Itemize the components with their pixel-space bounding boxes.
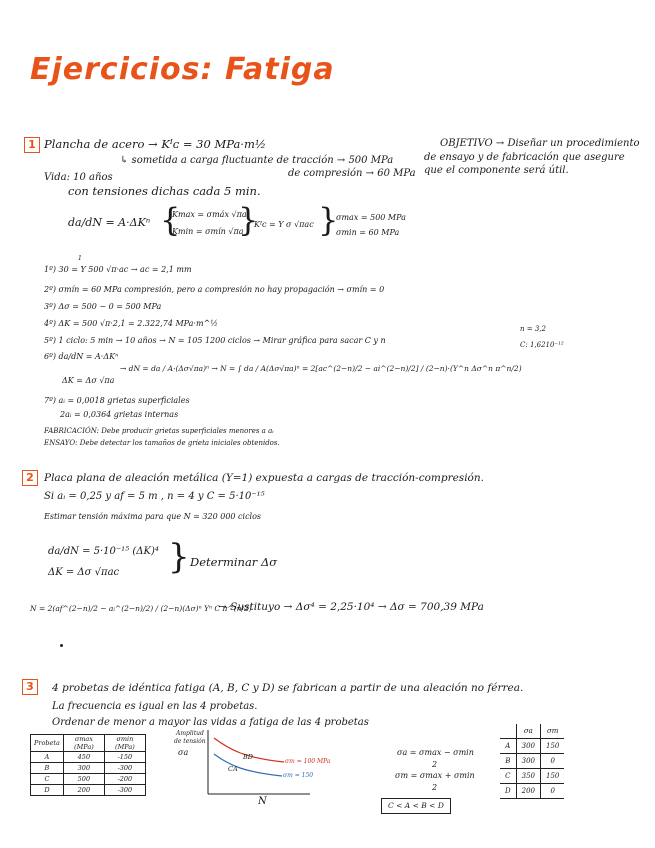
- table-cell: A: [505, 742, 511, 750]
- table-header-cell: σmin (MPa): [104, 735, 145, 752]
- brace-left: {: [160, 201, 181, 239]
- formula-sm-den: 2: [432, 783, 438, 792]
- table-row: [500, 769, 564, 784]
- amplitud-table: [500, 724, 564, 799]
- brace-right-2: }: [318, 201, 339, 239]
- ex2-dot: [60, 644, 63, 647]
- ex1-step-5: 5º) 1 ciclo: 5 min → 10 años → N = 105 1200 ciclos → Mirar gráfica para sacar C y n: [44, 336, 386, 345]
- table-cell: C: [505, 772, 511, 780]
- table-cell: 300: [516, 739, 540, 754]
- ex1-eq-kmin: Kmin = σmín √πa: [172, 227, 244, 236]
- table-cell: A: [31, 752, 64, 763]
- table-row: [31, 752, 146, 763]
- ex1-tensiones: con tensiones dichas cada 5 min.: [68, 184, 261, 198]
- ex2-eq-2: ΔK = Δσ √πac: [48, 567, 120, 578]
- ex2-determinar: Determinar Δσ: [190, 555, 278, 569]
- ex1-vida: Vida: 10 años: [44, 172, 113, 183]
- table-header-cell: σm: [541, 724, 565, 739]
- table-header-cell: σmax (MPa): [63, 735, 104, 752]
- table-cell: -300: [104, 763, 145, 774]
- formula-sa-den: 2: [432, 760, 438, 769]
- ex1-step-3: 3º) Δσ = 500 − 0 = 500 MPa: [44, 302, 162, 311]
- ex1-step-6a: 6º) da/dN = A·ΔKⁿ: [44, 352, 119, 361]
- table-header-cell: σa: [516, 724, 540, 739]
- exercise-3-number: 3: [22, 679, 38, 695]
- ex1-step1-y: 1: [78, 255, 82, 262]
- ex1-step-7a: 7º) aᵢ = 0,0018 grietas superficiales: [44, 396, 190, 405]
- table-cell: 450: [63, 752, 104, 763]
- graph-ylabel-2: de tensión: [174, 738, 206, 745]
- ex2-sustituyo: → Sustituyo → Δσ⁴ = 2,25·10⁴ → Δσ = 700,39 MPa: [218, 601, 484, 613]
- ex2-eq-n: N = 2(af^(2−n)/2 − aᵢ^(2−n)/2) / (2−n)(Δσ)ⁿ Yⁿ C π^(n/2): [30, 604, 252, 613]
- ex1-fabricacion: FABRICACIÓN: Debe producir grietas superficiales menores a aᵢ: [44, 427, 274, 435]
- table-row: [500, 784, 564, 799]
- table-cell: C: [31, 774, 64, 785]
- table-header-cell: [500, 724, 516, 739]
- ex1-step-5-c: C: 1,6210⁻¹²: [520, 341, 564, 349]
- ex3-line-3: Ordenar de menor a mayor las vidas a fatiga de las 4 probetas: [52, 717, 369, 728]
- table-header-cell: Probeta: [31, 735, 64, 752]
- ex1-objective-3: que el componente será útil.: [424, 165, 569, 176]
- brace-right-1: }: [238, 201, 259, 239]
- exercise-1-number: 1: [24, 137, 40, 153]
- table-row: [31, 785, 146, 796]
- ex1-step-2: 2º) σmín = 60 MPa compresión, pero a compresión no hay propagación → σmín = 0: [44, 285, 385, 294]
- graph-ylabel-1: Amplitud: [176, 730, 204, 737]
- ex1-objective-1: OBJETIVO → Diseñar un procedimiento: [440, 138, 640, 149]
- table-row: [31, 763, 146, 774]
- table-cell: -200: [104, 774, 145, 785]
- table-cell: D: [31, 785, 64, 796]
- ex3-line-1: 4 probetas de idéntica fatiga (A, B, C y D) se fabrican a partir de una aleación no férrea.: [52, 682, 524, 694]
- table-row: [500, 739, 564, 754]
- graph-xlabel: N: [258, 796, 267, 807]
- table-cell: 200: [63, 785, 104, 796]
- ex2-line-3: Estimar tensión máxima para que N = 320 000 ciclos: [44, 512, 262, 521]
- probetas-table: [30, 734, 146, 796]
- curve-ca-label: CA: [228, 765, 238, 773]
- curve-blue-label: σm = 150: [283, 772, 314, 779]
- ex1-line-3: de compresión → 60 MPa: [288, 168, 416, 179]
- table-cell: 300: [516, 754, 540, 769]
- table-cell: -300: [104, 785, 145, 796]
- ex1-eq-main: da/dN = A·ΔKⁿ: [68, 216, 151, 229]
- table-header-row: [31, 735, 146, 752]
- ex1-step-7b: 2aᵢ = 0,0364 grietas internas: [60, 410, 179, 419]
- formula-sa: σa = σmax − σmin: [397, 748, 474, 757]
- table-cell: B: [31, 763, 64, 774]
- ex2-eq-1: da/dN = 5·10⁻¹⁵ (ΔK)⁴: [48, 546, 159, 557]
- ex1-line-2: ↳ sometida a carga fluctuante de tracción → 500 MPa: [120, 155, 394, 166]
- exercise-2-number: 2: [22, 470, 38, 486]
- graph-ylabel-3: σa: [178, 748, 189, 757]
- ex3-line-2: La frecuencia es igual en las 4 probetas.: [52, 701, 258, 712]
- ex1-objective-2: de ensayo y de fabricación que asegure: [424, 152, 625, 163]
- ex1-ensayo: ENSAYO: Debe detectar los tamaños de grieta iniciales obtenidos.: [44, 439, 280, 447]
- table-cell: 0: [541, 754, 565, 769]
- ex1-step-5-n: n = 3,2: [520, 325, 546, 333]
- ex1-eq-kmax: Kmax = σmáx √πa: [172, 210, 247, 219]
- ex1-step-1: 1º) 30 = Y 500 √π·ac → ac = 2,1 mm: [44, 265, 192, 274]
- table-row: [500, 754, 564, 769]
- curve-red-label: σm = 100 MPa: [285, 758, 331, 765]
- ex1-step-6c: → dN = da / A·(Δσ√πa)ⁿ → N = ∫ da / A(Δσ√πa)ⁿ = 2[ac^(2−n)/2 − ai^(2−n)/2] / (2−n)·(Y^n Δσ^n π^n/2): [120, 364, 522, 373]
- ex1-eq-kic: Kᴵᴄ = Y σ √πac: [254, 220, 314, 229]
- table-cell: -150: [104, 752, 145, 763]
- table-cell: 500: [63, 774, 104, 785]
- ex1-step-6b: ΔK = Δσ √πa: [62, 376, 115, 385]
- ex2-line-1: Placa plana de aleación metálica (Y=1) expuesta a cargas de tracción-compresión.: [44, 472, 484, 484]
- formula-sm: σm = σmax + σmin: [395, 771, 475, 780]
- table-cell: 0: [541, 784, 565, 799]
- ex1-line-1: Plancha de acero → Kᴵᴄ = 30 MPa·m½: [44, 137, 267, 151]
- table-cell: 300: [63, 763, 104, 774]
- ex1-step-4: 4º) ΔK = 500 √π·2,1 = 2.322,74 MPa·m^½: [44, 319, 219, 328]
- ex2-line-2: Si aᵢ = 0,25 y af = 5 m , n = 4 y C = 5·10⁻¹⁵: [44, 491, 265, 502]
- curve-bd-label: BD: [243, 753, 253, 761]
- table-cell: 200: [516, 784, 540, 799]
- table-row: [31, 774, 146, 785]
- table-cell: 150: [541, 739, 565, 754]
- ex2-brace: }: [168, 537, 190, 577]
- ex1-eq-smin: σmin = 60 MPa: [336, 228, 400, 237]
- table-cell: 150: [541, 769, 565, 784]
- ex1-eq-smax: σmax = 500 MPa: [336, 213, 406, 222]
- table-header-row: [500, 724, 564, 739]
- table-cell: B: [505, 757, 511, 765]
- result-box: C < A < B < D: [381, 798, 451, 814]
- table-cell: 350: [516, 769, 540, 784]
- page-title: Ejercicios: Fatiga: [30, 52, 335, 87]
- table-cell: D: [505, 787, 511, 795]
